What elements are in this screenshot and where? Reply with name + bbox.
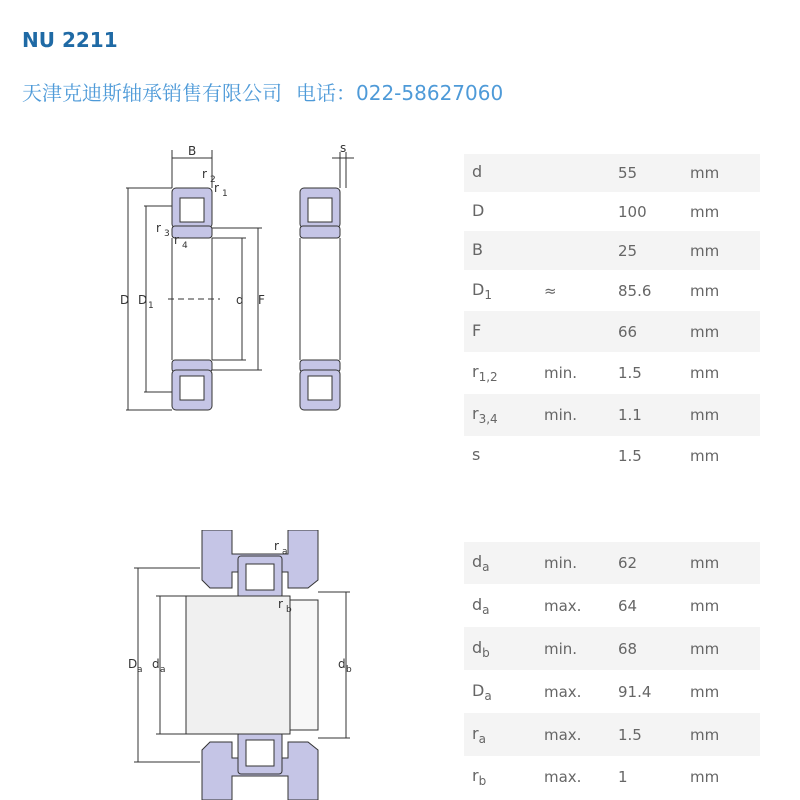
table-row xyxy=(464,231,760,270)
symbol: r xyxy=(472,362,479,381)
unit-cell: mm xyxy=(690,554,720,572)
symbol-subscript: a xyxy=(478,731,486,746)
value-cell: 91.4 xyxy=(618,682,652,701)
qualifier-cell xyxy=(536,231,610,270)
symbol-cell xyxy=(464,394,536,436)
contact-line xyxy=(22,77,503,106)
label-B: B xyxy=(188,144,197,158)
value-cell: 68 xyxy=(618,639,638,658)
label-r3: r xyxy=(156,221,161,235)
symbol-cell xyxy=(464,713,536,756)
label-db-sub: b xyxy=(346,665,352,675)
symbol-cell xyxy=(464,627,536,670)
symbol-cell xyxy=(464,154,536,192)
symbol: d xyxy=(472,637,483,657)
abutment-diagram xyxy=(120,530,370,800)
value-cell: 55 xyxy=(618,164,638,182)
dimensions-table xyxy=(464,154,760,476)
value-cell: 1.5 xyxy=(618,725,642,744)
symbol-cell xyxy=(464,352,536,394)
value-cell: 66 xyxy=(618,322,638,341)
symbol: d xyxy=(472,594,483,614)
table-row xyxy=(464,394,760,436)
symbol-subscript: b xyxy=(482,645,490,660)
symbol-cell xyxy=(464,231,536,270)
unit-cell: mm xyxy=(690,682,720,701)
qualifier-cell: min. xyxy=(544,554,578,572)
abutment-table xyxy=(464,542,760,798)
table-row xyxy=(464,270,760,311)
label-Da: D xyxy=(128,657,138,671)
qualifier-cell: max. xyxy=(544,682,582,701)
symbol: d xyxy=(472,162,483,181)
unit-cell: mm xyxy=(690,241,720,260)
symbol-subscript: a xyxy=(482,560,490,574)
value-cell: 1.5 xyxy=(618,364,642,382)
label-ra-sub: a xyxy=(282,547,288,557)
label-r2: r xyxy=(202,167,207,181)
symbol-subscript: 3,4 xyxy=(478,412,498,426)
qualifier-cell: max. xyxy=(544,725,582,744)
label-ra: r xyxy=(274,539,279,553)
qualifier-cell: ≈ xyxy=(544,281,557,300)
symbol: F xyxy=(472,320,482,340)
table-row xyxy=(464,436,760,476)
symbol: r xyxy=(472,723,479,743)
symbol-cell xyxy=(464,192,536,231)
label-D1-sub: 1 xyxy=(148,301,154,311)
table-row xyxy=(464,352,760,394)
symbol-subscript: b xyxy=(478,774,487,788)
qualifier-cell: max. xyxy=(544,596,582,615)
unit-cell: mm xyxy=(690,768,720,786)
unit-cell: mm xyxy=(690,596,720,615)
phone-label: 电话： xyxy=(296,81,356,105)
label-da: d xyxy=(152,657,160,671)
symbol-subscript: a xyxy=(482,602,490,617)
table-row xyxy=(464,627,760,670)
symbol: D xyxy=(472,200,485,220)
symbol: r xyxy=(472,766,479,785)
label-rb-sub: b xyxy=(286,605,292,615)
label-r3-sub: 3 xyxy=(164,229,170,239)
table-row xyxy=(464,713,760,756)
phone-number: 022-58627060 xyxy=(356,81,504,105)
qualifier-cell: max. xyxy=(544,768,582,786)
symbol-cell xyxy=(464,436,536,476)
qualifier-cell: min. xyxy=(544,364,578,382)
bearing-dimensions-diagram xyxy=(110,140,370,420)
unit-cell: mm xyxy=(690,164,720,182)
qualifier-cell xyxy=(536,311,610,352)
label-r4: r xyxy=(174,233,179,247)
label-s: s xyxy=(340,141,347,155)
label-r2-sub: 2 xyxy=(210,175,216,185)
qualifier-cell: min. xyxy=(544,639,578,658)
symbol: D xyxy=(472,279,485,299)
unit-cell: mm xyxy=(690,322,720,341)
table-row xyxy=(464,670,760,713)
symbol-cell xyxy=(464,270,536,311)
table-row xyxy=(464,311,760,352)
qualifier-cell: min. xyxy=(544,406,578,424)
value-cell: 64 xyxy=(618,596,638,615)
symbol-cell xyxy=(464,756,536,798)
label-db: d xyxy=(338,657,346,671)
unit-cell: mm xyxy=(690,639,720,658)
symbol-subscript: 1 xyxy=(484,287,492,302)
label-Da-sub: a xyxy=(137,665,143,675)
symbol-cell xyxy=(464,670,536,713)
table-row xyxy=(464,154,760,192)
label-D1: D xyxy=(138,293,148,307)
symbol: D xyxy=(472,680,485,700)
unit-cell: mm xyxy=(690,406,720,424)
symbol-cell xyxy=(464,584,536,627)
symbol: r xyxy=(472,404,479,423)
symbol-cell xyxy=(464,542,536,584)
symbol-subscript: a xyxy=(484,688,492,703)
table-row xyxy=(464,542,760,584)
value-cell: 85.6 xyxy=(618,281,652,300)
label-F: F xyxy=(258,293,265,307)
value-cell: 62 xyxy=(618,554,638,572)
table-row xyxy=(464,192,760,231)
symbol-subscript: 1,2 xyxy=(478,370,498,384)
value-cell: 100 xyxy=(618,202,647,221)
label-rb: r xyxy=(278,597,283,611)
value-cell: 25 xyxy=(618,241,638,260)
label-d: d xyxy=(236,293,244,307)
unit-cell: mm xyxy=(690,725,720,744)
value-cell: 1.5 xyxy=(618,447,642,465)
label-da-sub: a xyxy=(160,665,166,675)
company-name: 天津克迪斯轴承销售有限公司 xyxy=(22,81,282,105)
qualifier-cell xyxy=(536,154,610,192)
page-title: NU 2211 xyxy=(22,28,118,52)
label-r1: r xyxy=(214,181,219,195)
unit-cell: mm xyxy=(690,202,720,221)
qualifier-cell xyxy=(536,436,610,476)
unit-cell: mm xyxy=(690,447,720,465)
symbol-cell xyxy=(464,311,536,352)
unit-cell: mm xyxy=(690,281,720,300)
table-row xyxy=(464,584,760,627)
symbol: s xyxy=(472,445,481,464)
label-D: D xyxy=(120,293,130,307)
value-cell: 1.1 xyxy=(618,406,642,424)
table-row xyxy=(464,756,760,798)
qualifier-cell xyxy=(536,192,610,231)
label-r1-sub: 1 xyxy=(222,189,228,199)
value-cell: 1 xyxy=(618,768,628,786)
unit-cell: mm xyxy=(690,364,720,382)
label-r4-sub: 4 xyxy=(182,241,188,251)
symbol: d xyxy=(472,552,483,571)
symbol: B xyxy=(472,239,483,259)
